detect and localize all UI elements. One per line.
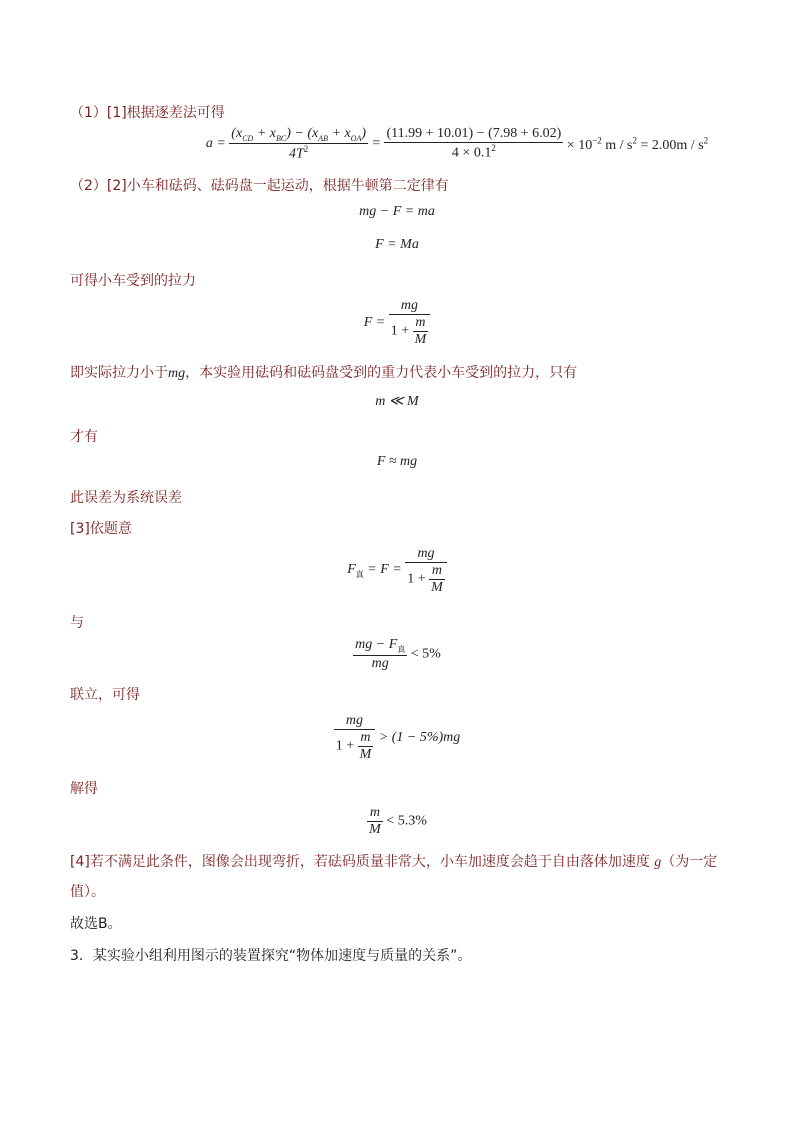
text-only-then: 才有 (70, 429, 98, 445)
text-part3-label: [3]依题意 (70, 521, 132, 537)
solution-part1-label: （1）[1]根据逐差法可得 (70, 105, 225, 121)
text-answer-b: 故选B。 (70, 916, 122, 932)
text-tension: 可得小车受到的拉力 (70, 273, 196, 289)
equation-mass-ratio: $\frac{m}{M}$ < 5.3% (369, 805, 427, 837)
equation-condition: m ≪ M (375, 394, 419, 409)
equation-newton-cart: F = Ma (375, 237, 419, 252)
fraction-numeric: $\frac{(11.99 + 10.01) - (7.98 + 6.02)}{4 \times 0.1^2}$ (386, 126, 562, 162)
text-solve: 解得 (70, 781, 98, 797)
equation-approximation: F ≈ mg (376, 454, 418, 469)
equation-true-tension: $F_真 = F$ = mg 1 + $\frac{m}{M}$ (0, 546, 794, 596)
question-3: 3．某实验小组利用图示的装置探究“物体加速度与质量的关系”。 (70, 948, 472, 964)
text-combine: 联立，可得 (70, 687, 140, 703)
equation-newton-system: mg − F = ma (359, 204, 435, 219)
equation-acceleration: a = $\frac{(x_{CD} + x_{BC}) - (x_{AB} + x_{OA})}{4T^2}$ = $\frac{(11.99 + 10.01) - (7.98 + 6.02)}{4 \times 0.1^2}$ × $10^{-2}$ $m / s^2 = 2.00m / s^2$ (205, 126, 709, 162)
text-and: 与 (70, 615, 84, 631)
equation-tension: F = mg 1 + $\frac{m}{M}$ (0, 298, 794, 348)
text-systematic-error: 此误差为系统误差 (70, 490, 182, 506)
solution-part2-label: （2）[2]小车和砝码、砝码盘一起运动，根据牛顿第二定律有 (70, 178, 449, 194)
fraction-difference-method: $\frac{(x_{CD} + x_{BC}) - (x_{AB} + x_{OA})}{4T^2}$ (231, 126, 367, 162)
text-part4: [4]若不满足此条件，图像会出现弯折，若砝码质量非常大，小车加速度会趋于自由落体加速度 g（为一定 (70, 854, 718, 870)
text-part4-cont: 值）。 (70, 884, 105, 900)
equation-error-ratio: $\frac{mg - F_真}{mg}$ < 5% (355, 637, 441, 671)
equation-inequality: mg 1 + $\frac{m}{M}$ > (1 − 5%)mg (335, 713, 461, 762)
text-actual-tension: 即实际拉力小于mg，本实验用砝码和砝码盘受到的重力代表小车受到的拉力，只有 (70, 365, 578, 381)
